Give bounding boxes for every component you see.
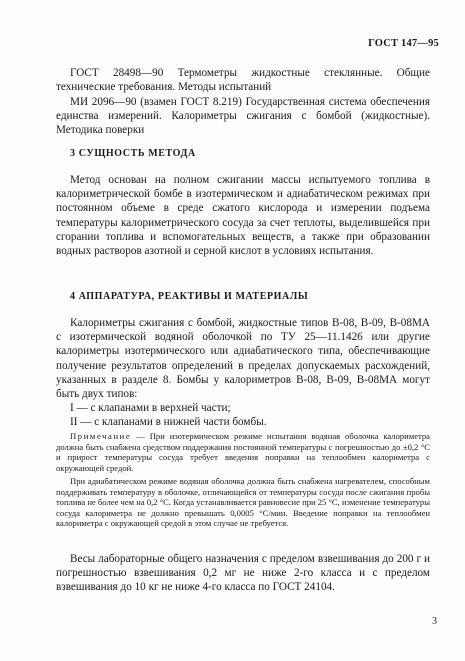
bomb-type-2: II — с клапанами в нижней части бомбы. — [70, 416, 267, 428]
note-text: — При изотермическом режиме испытания водяная оболочка калориметра должна быть снабжена средством поддержания постоянной температуры с погрешностью до ±0,2 °С и прирост температуры сосуда требует введения поправки на теплообмен калориметра с окружающей средой. — [56, 431, 430, 473]
reference-mi-2096: МИ 2096—90 (взамен ГОСТ 8.219) Государственная система обеспечения единства измерений. Калориметры сжигания с бомбой (жидкостные). Методика поверки — [56, 96, 430, 137]
page-number: 3 — [432, 616, 437, 627]
note-paragraph — [56, 431, 430, 473]
section-3-text: Метод основан на полном сжигании массы испытуемого топлива в калориметрической бомбе в изотермическом и адиабатическом режимах при постоянном объеме в среде сжатого кислорода и измерении подъема температуры калориметрического сосуда за счет теплоты, выделившейся при сгорании топлива и вспомогательных веществ, а также при образовании водных растворов азотной и серной кислот в условиях испытания. — [56, 174, 430, 258]
page-header-title: ГОСТ 147—95 — [368, 38, 439, 49]
section-3-heading: 3 СУЩНОСТЬ МЕТОДА — [70, 148, 196, 159]
reference-gost-28498: ГОСТ 28498—90 Термометры жидкостные стеклянные. Общие технические требования. Методы испытаний — [56, 67, 430, 94]
section-4-calorimeters-text: Калориметры сжигания с бомбой, жидкостные типов В-08, В-09, В-08МА с изотермической водяной оболочкой по ТУ 25—11.1426 или другие калориметры изотермического или адиабатического типа, обеспечивающие получение результатов определений в пределах допускаемых расхождений, указанных в разделе 8. Бомбы у калориметров В-08, В-09, В-08МА могут быть двух типов: — [56, 317, 430, 401]
bomb-type-1: I — с клапанами в верхней части; — [70, 402, 231, 414]
section-4-heading: 4 АППАРАТУРА, РЕАКТИВЫ И МАТЕРИАЛЫ — [70, 291, 309, 302]
note-label: Примечание — [70, 431, 132, 441]
note-adiabatic-paragraph: При адиабатическом режиме водяная оболочка должна быть снабжена нагревателем, способным поддерживать температуру в оболочке, отличающейся от температуры сосуда после сжигания пробы топлива не более чем на 0,2 °С. Когда устанавливается равновесие при 25 °С, изменение температуры сосуда калориметра не должно превышать 0,0005 °С/мин. Введение поправки на теплообмен калориметра с окружающей средой в этом случае не требуется. — [56, 476, 430, 529]
scales-text: Весы лабораторные общего назначения с пределом взвешивания до 200 г и погрешностью взвешивания 0,2 мг не ниже 2-го класса и с пределом взвешивания до 10 кг не ниже 4-го класса по ГОСТ 24104. — [56, 553, 430, 594]
